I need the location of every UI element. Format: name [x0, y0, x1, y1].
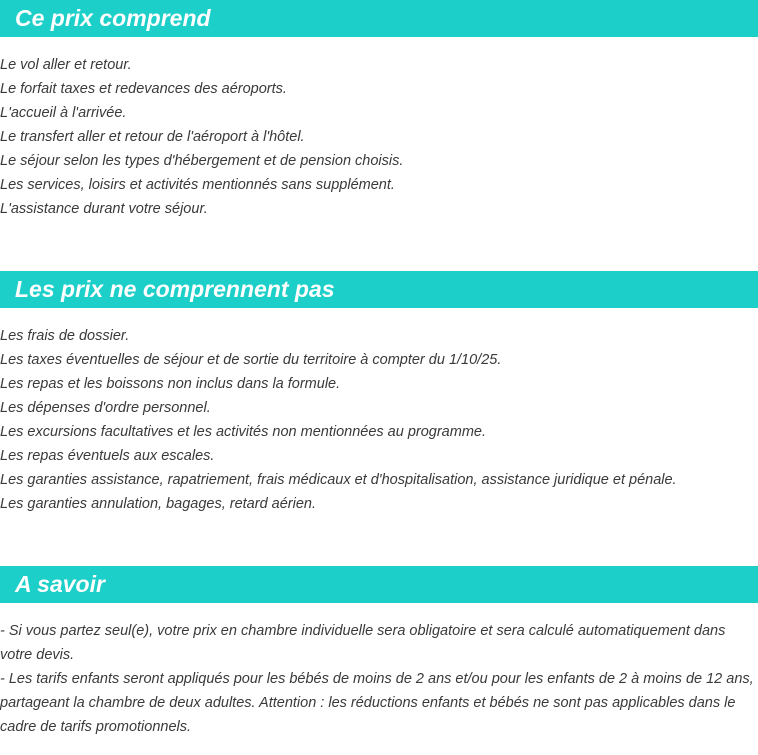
list-item: Les repas éventuels aux escales. — [0, 448, 215, 464]
info-paragraph: - Les tarifs enfants seront appliqués pour les bébés de moins de 2 ans et/ou pour les enfants de 2 à moins de 12 ans, partageant la chambre de deux adultes. Attention : les réductions enfants et bébés ne sont pas applicables dans le cadre de tarifs promotionnels. — [0, 671, 754, 735]
list-item: Le transfert aller et retour de l'aéroport à l'hôtel. — [0, 129, 305, 145]
included-list — [0, 53, 758, 221]
list-item: L'assistance durant votre séjour. — [0, 201, 208, 217]
list-item: Les taxes éventuelles de séjour et de sortie du territoire à compter du 1/10/25. — [0, 352, 502, 368]
list-item: Les garanties annulation, bagages, retard aérien. — [0, 496, 316, 512]
section-title-ce-prix-comprend: Ce prix comprend — [0, 0, 758, 37]
list-item: L'accueil à l'arrivée. — [0, 105, 127, 121]
list-item: Les repas et les boissons non inclus dans la formule. — [0, 376, 341, 392]
list-item: Les dépenses d'ordre personnel. — [0, 400, 211, 416]
info-paragraph: - Si vous partez seul(e), votre prix en chambre individuelle sera obligatoire et sera calculé automatiquement dans votre devis. — [0, 623, 726, 663]
list-item: Les services, loisirs et activités mentionnés sans supplément. — [0, 177, 395, 193]
list-item: Les frais de dossier. — [0, 328, 130, 344]
list-item: Le séjour selon les types d'hébergement et de pension choisis. — [0, 153, 404, 169]
section-title-prix-ne-comprennent-pas: Les prix ne comprennent pas — [0, 271, 758, 308]
section-title-a-savoir: A savoir — [0, 566, 758, 603]
excluded-list — [0, 324, 758, 516]
list-item: Le vol aller et retour. — [0, 57, 132, 73]
list-item: Le forfait taxes et redevances des aéroports. — [0, 81, 287, 97]
good-to-know-text — [0, 619, 758, 739]
list-item: Les excursions facultatives et les activités non mentionnées au programme. — [0, 424, 486, 440]
list-item: Les garanties assistance, rapatriement, frais médicaux et d'hospitalisation, assistance juridique et pénale. — [0, 472, 677, 488]
